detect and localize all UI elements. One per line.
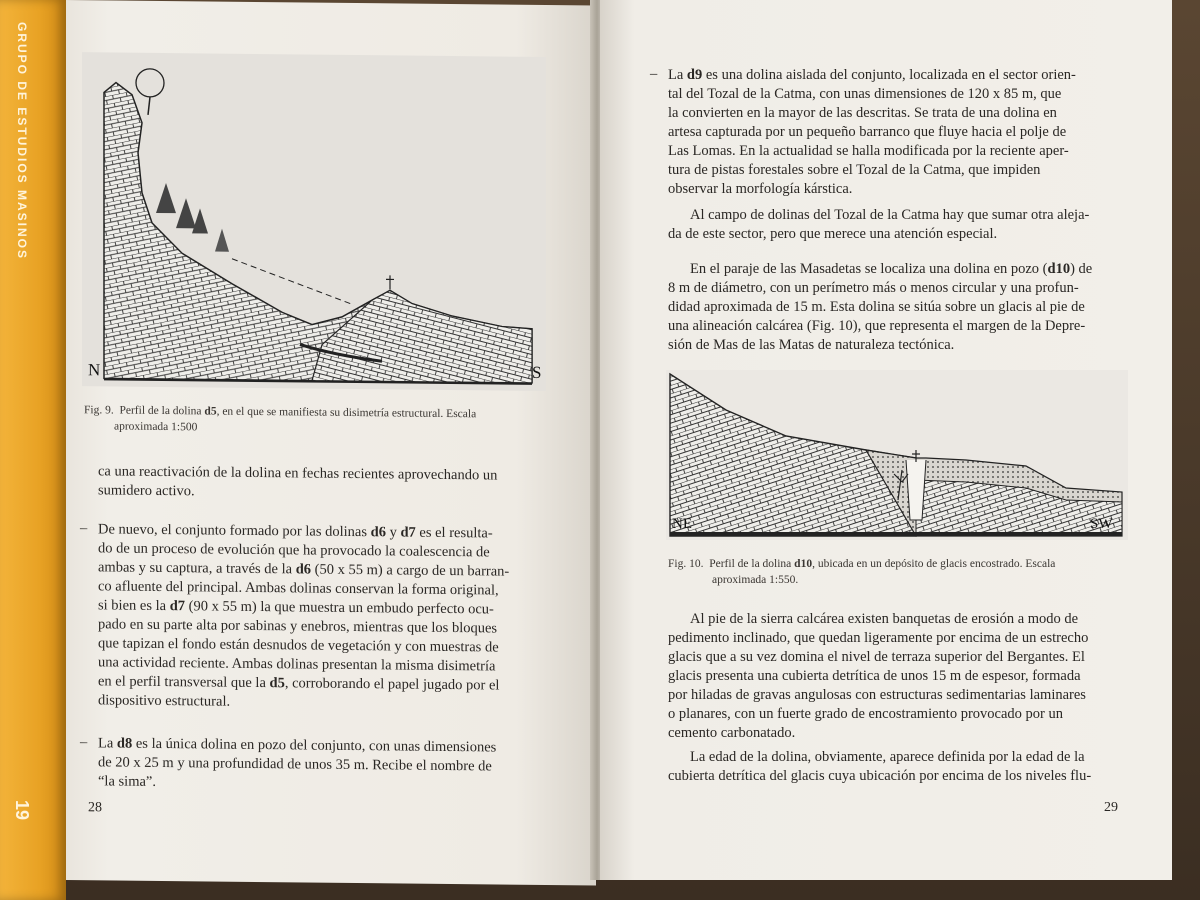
book-spine [0,0,66,900]
right-paragraph-3 [668,260,1128,355]
text-run: ambas y su captura, a través de la [98,559,296,578]
page-number-right: 29 [1104,800,1118,815]
text-line: Las Lomas. En la actualidad se halla modificada por la reciente aper- [668,143,1069,159]
figure-10-caption-bold: d10 [794,558,813,570]
text-line: tura de pistas forestales sobre el Tozal de la Catma, que impiden [668,162,1041,178]
text-line: la convierten en la mayor de las descritas. Se trata de una dolina en [668,105,1057,121]
spine-title: GRUPO DE ESTUDIOS MASINOS [15,22,29,261]
list-dash: – [650,66,658,82]
right-paragraph-1 [668,66,1128,199]
text-bold: d8 [116,735,133,752]
text-line: Al campo de dolinas del Tozal de la Catma hay que sumar otra aleja- [690,207,1090,223]
figure-10-caption [668,556,1128,588]
text-line: de 20 x 25 m y una profundidad de unos 35 m. Recibe el nombre de [98,754,492,775]
text-line: tal del Tozal de la Catma, con unas dimensiones de 120 x 85 m, que [668,86,1062,102]
text-bold: d10 [1047,261,1071,277]
text-line: una alineación calcárea (Fig. 10), que representa el margen de la Depre- [668,318,1086,334]
figure-10-label-northeast: NE [672,516,692,532]
text-run: De nuevo, el conjunto formado por las dolinas [98,521,371,541]
text-line: pado en su parte alta por sabinas y enebros, mientras que los bloques [98,616,498,637]
text-line: glacis presenta una cubierta detrítica de unos 15 m de espesor, formada [668,668,1081,684]
text-line: sión de Mas de las Matas de naturaleza tectónica. [668,337,955,353]
text-line: 8 m de diámetro, con un perímetro más o menos circular y una profun- [668,280,1079,296]
figure-9-caption-prefix: Fig. 9. [84,404,114,417]
text-line: do de un proceso de evolución que ha provocado la coalescencia de [98,540,490,561]
figure-10-caption-text2: , ubicada en un depósito de glacis encostrado. Escala [812,558,1056,570]
text-run: En el paraje de las Masadetas se localiza una dolina en pozo ( [690,261,1048,277]
text-line: o planares, con un fuerte grado de encostramiento provocado por un [668,706,1063,722]
figure-9 [82,52,546,391]
figure-9-label-north: N [88,360,101,380]
text-line: por hiladas de gravas angulosas con estructuras sedimentarias laminares [668,687,1086,703]
figure-9-caption-text: Perfil de la dolina [119,404,205,418]
list-dash: – [80,520,88,537]
text-run: , corroborando el papel jugado por el [284,675,500,694]
text-line: dispositivo estructural. [98,692,231,710]
left-page [66,0,596,886]
text-bold: d7 [169,598,186,615]
right-paragraph-5 [668,748,1128,786]
text-bold: d9 [686,67,703,83]
text-line: artesa capturada por un pequeño barranco que fluye hacia el polje de [668,124,1067,140]
text-line: observar la morfología kárstica. [668,181,853,197]
text-line: pedimento inclinado, que quedan ligeramente por encima de un estrecho [668,630,1089,646]
figure-10 [666,370,1128,540]
left-paragraph-3 [98,734,548,796]
text-bold: d6 [295,561,312,578]
text-line [668,66,1128,85]
text-line: cubierta detrítica del glacis cuya ubicación por encima de los niveles flu- [668,768,1092,784]
text-line: didad aproximada de 15 m. Esta dolina se sitúa sobre un glacis al pie de [668,299,1085,315]
text-line: que tapizan el fondo están desnudos de vegetación y con muestras de [98,635,499,656]
text-line: da de este sector, pero que merece una atención especial. [668,226,998,242]
figure-10-caption-line2: aproximada 1:550. [712,574,799,586]
text-run: es el resulta- [415,524,493,542]
figure-10-caption-text: Perfil de la dolina [709,558,795,570]
text-run: y [385,524,401,541]
text-run: es una dolina aislada del conjunto, localizada en el sector orien- [702,67,1076,83]
figure-9-caption-text2: , en el que se manifiesta su disimetría estructural. Escala [216,405,477,421]
figure-9-caption-line2: aproximada 1:500 [114,420,198,434]
figure-9-drawing [82,52,546,391]
text-bold: d5 [269,675,285,692]
figure-9-caption [84,402,544,439]
text-line: “la sima”. [98,773,156,790]
text-line: co afluente del principal. Ambas dolinas conservan la forma original, [98,578,499,599]
figure-10-drawing [666,370,1128,540]
left-paragraph-1 [98,462,548,505]
text-line: ca una reactivación de la dolina en fechas recientes aprovechando un [98,463,498,484]
text-line: Al pie de la sierra calcárea existen banquetas de erosión a modo de [690,611,1079,627]
text-line: sumidero activo. [98,482,195,500]
figure-9-label-south: S [532,362,542,382]
text-run: si bien es la [98,597,170,615]
text-line: La edad de la dolina, obviamente, aparece definida por la edad de la [690,749,1085,765]
text-run: ) de [1070,261,1093,277]
right-page [600,0,1172,880]
text-bold: d6 [370,524,386,541]
text-run: La [668,67,687,83]
text-line: una actividad reciente. Ambas dolinas presentan la misma disimetría [98,654,496,675]
list-dash: – [80,734,88,751]
text-run: (90 x 55 m) la que muestra un embudo perfecto ocu- [185,598,494,618]
right-paragraph-4 [668,610,1128,743]
figure-10-caption-prefix: Fig. 10. [668,558,704,570]
right-paragraph-2 [668,206,1128,244]
text-run: en el perfil transversal que la [98,673,270,692]
text-line: cemento carbonatado. [668,725,796,741]
text-line: glacis que a su vez domina el nivel de terraza superior del Bergantes. El [668,649,1085,665]
figure-10-label-southwest: SW [1090,516,1113,532]
page-number-left: 28 [88,800,102,816]
left-paragraph-2 [98,520,548,715]
spine-number: 19 [12,800,32,821]
text-run: (50 x 55 m) a cargo de un barran- [311,561,510,580]
figure-9-caption-bold: d5 [204,405,217,418]
text-run: La [98,735,117,752]
text-line [668,260,1128,279]
text-run: es la única dolina en pozo del conjunto, con unas dimensiones [132,735,497,756]
text-bold: d7 [400,524,416,541]
